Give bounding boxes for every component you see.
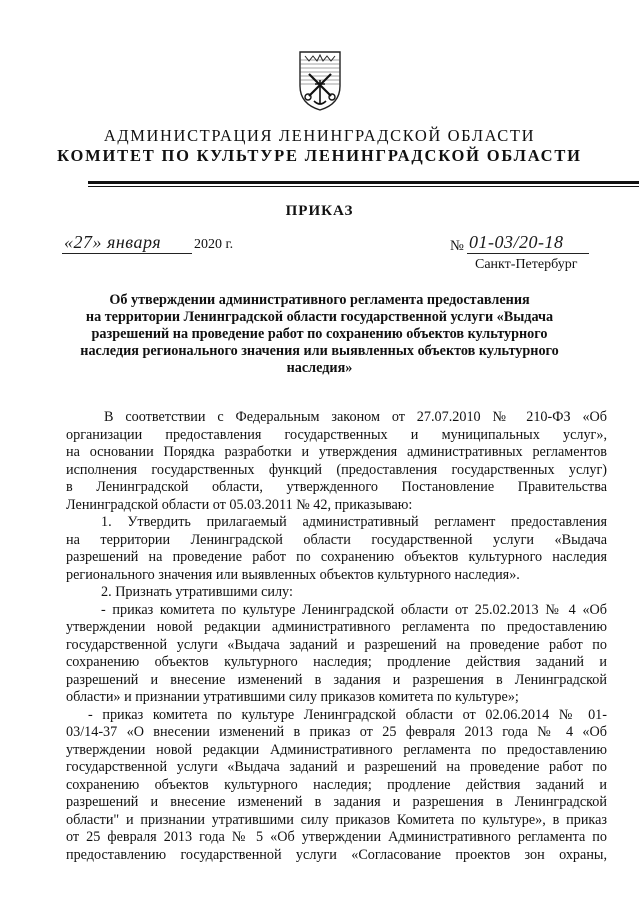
body-line: сохранению объектов культурного наследия; продление действия заданий и [66,776,607,793]
order-subject [66,292,573,377]
coat-of-arms-emblem [297,50,343,112]
body-line: 03/14-37 «О внесении изменений в приказ от 25 февраля 2013 года № 4 «Об [66,724,607,740]
body-line: - приказ комитета по культуре Ленинградской области от 25.02.2013 № 4 «Об [101,601,607,618]
org-title-committee: КОМИТЕТ ПО КУЛЬТУРЕ ЛЕНИНГРАДСКОЙ ОБЛАСТИ [57,146,582,165]
date-year: 2020 г. [194,237,234,252]
document-type-title: ПРИКАЗ [285,203,354,219]
header-thin-rule [88,186,639,187]
body-line: разрешений и внесение изменений в задания и разрешения в Ленинградской [66,794,607,810]
body-line: утверждении новой редакции Административного регламента по предоставлению [66,741,607,758]
date-underline [62,253,192,254]
handwritten-order-number: 01-03/20-18 [469,232,564,252]
body-line: в Ленинградской области, утвержденного Постановление Правительства [66,479,607,495]
body-line: утверждении новой редакции административного регламента по предоставлению [66,619,607,635]
body-line: от 25 февраля 2013 года № 5 «Об утверждении Административного регламента по [66,829,607,845]
body-line: Ленинградской области от 05.03.2011 № 42, приказываю: [66,496,413,513]
body-line: области" и признании утратившими силу приказов Комитета по культуре», в приказ [66,811,607,828]
body-line: сохранению объектов культурного наследия; продление действия заданий и [66,654,607,670]
body-line: разрешений на проведение работ по сохранению объектов культурного наследия [66,549,607,565]
subject-line: Об утверждении административного регламента предоставления [109,292,530,308]
body-line: на территории Ленинградской области государственной услуги «Выдача [66,531,607,548]
subject-line: наследия регионального значения или выявленных объектов культурного [80,343,559,359]
body-line: организации предоставления государственных и муниципальных услуг», [66,426,607,443]
body-line: регионального значения или выявленных объектов культурного наследия». [66,566,520,583]
org-title-administration: АДМИНИСТРАЦИЯ ЛЕНИНГРАДСКОЙ ОБЛАСТИ [103,126,536,145]
body-line: В соответствии с Федеральным законом от 27.07.2010 № 210-ФЗ «Об [104,409,607,425]
body-line: государственной услуги «Выдача заданий и разрешений на проведение работ по [66,636,607,653]
subject-line: на территории Ленинградской области государственной услуги «Выдача [85,309,554,325]
body-line: 1. Утвердить прилагаемый административный регламент предоставления [101,514,607,530]
body-line: государственной услуги «Выдача заданий и разрешений на проведение работ по [66,759,607,775]
body-line: области» и признании утратившими силу приказов комитета по культуре»; [66,689,519,705]
header-thick-rule [88,181,639,184]
body-line: предоставлению государственной услуги «Согласование проектов зон охраны, [66,846,607,863]
city-name: Санкт-Петербург [475,257,578,272]
body-line: исполнения государственных функций (предоставления государственных услуг) [66,461,607,478]
body-line: разрешений и внесение изменений в задания и разрешения в Ленинградской [66,671,607,688]
number-underline [467,253,589,254]
order-body-text [66,409,607,864]
number-sign: № [450,238,464,254]
body-line: - приказ комитета по культуре Ленинградской области от 02.06.2014 № 01- [88,706,607,723]
handwritten-date: «27» января [64,232,162,252]
body-line: 2. Признать утратившими силу: [101,584,293,600]
subject-line: разрешений на проведение работ по сохранению объектов культурного [91,326,548,342]
subject-line: наследия» [286,360,353,376]
body-line: на основании Порядка разработки и утверждения административных регламентов [66,444,607,460]
